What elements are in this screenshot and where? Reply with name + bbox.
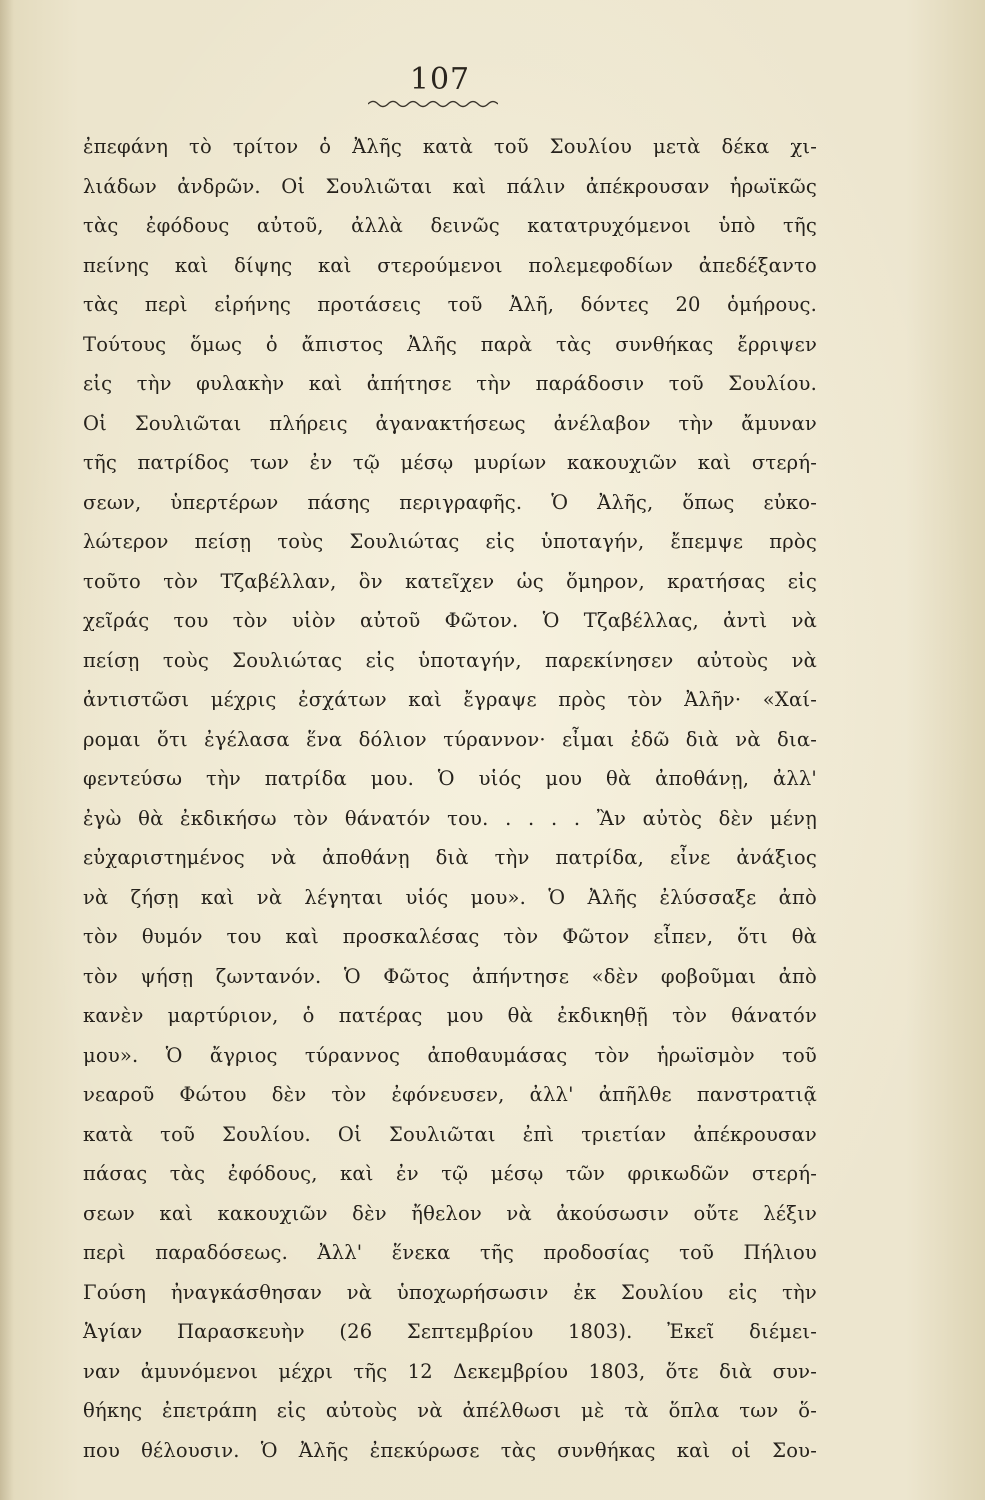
text-line: νεαροῦ Φώτου δὲν τὸν ἐφόνευσεν, ἀλλ' ἀπῆλθε πανστρατιᾷ [83,1083,817,1106]
text-line: Ἁγίαν Παρασκευὴν (26 Σεπτεμβρίου 1803). Ἐκεῖ διέμει- [83,1320,817,1343]
text-line: ναν ἀμυνόμενοι μέχρι τῆς 12 Δεκεμβρίου 1803, ὅτε διὰ συν- [83,1359,817,1383]
text-line: πείνης καὶ δίψης καὶ στερούμενοι πολεμεφοδίων ἀπεδέξαντο [83,253,817,277]
text-line: φεντεύσω τὴν πατρίδα μου. Ὁ υἱός μου θὰ ἀποθάνῃ, ἀλλ' [83,767,817,790]
page-number: 107 [409,62,471,97]
text-line: τὰς ἐφόδους αὐτοῦ, ἀλλὰ δεινῶς κατατρυχόμενοι ὑπὸ τῆς [83,214,817,237]
text-line: που θέλουσιν. Ὁ Ἀλῆς ἐπεκύρωσε τὰς συνθήκας καὶ οἱ Σου- [83,1438,817,1462]
text-line: χεῖράς του τὸν υἱὸν αὐτοῦ Φῶτον. Ὁ Τζαβέλλας, ἀντὶ νὰ [83,609,817,632]
text-line: ἐγὼ θὰ ἐκδικήσω τὸν θάνατόν του. . . . . Ἂν αὐτὸς δὲν μένῃ [83,806,817,830]
text-line: μου». Ὁ ἄγριος τύραννος ἀποθαυμάσας τὸν ἡρωϊσμὸν τοῦ [83,1043,817,1067]
text-line: πάσας τὰς ἐφόδους, καὶ ἐν τῷ μέσῳ τῶν φρικωδῶν στερή- [83,1162,817,1185]
text-line: Τούτους ὅμως ὁ ἄπιστος Ἀλῆς παρὰ τὰς συνθήκας ἔρριψεν [83,332,817,356]
text-line: πείσῃ τοὺς Σουλιώτας εἰς ὑποταγήν, παρεκίνησεν αὐτοὺς νὰ [83,648,817,672]
text-line: σεων, ὑπερτέρων πάσης περιγραφῆς. Ὁ Ἀλῆς, ὅπως εὐκο- [83,490,817,514]
text-line: κατὰ τοῦ Σουλίου. Οἱ Σουλιῶται ἐπὶ τριετίαν ἀπέκρουσαν [83,1122,817,1146]
body-text [83,127,817,1470]
text-line: τοῦτο τὸν Τζαβέλλαν, ὃν κατεῖχεν ὡς ὅμηρον, κρατήσας εἰς [83,569,817,593]
text-line: Οἱ Σουλιῶται πλήρεις ἀγανακτήσεως ἀνέλαβον τὴν ἄμυναν [83,411,817,435]
text-line: εἰς τὴν φυλακὴν καὶ ἀπήτησε τὴν παράδοσιν τοῦ Σουλίου. [83,372,817,395]
text-line: σεων καὶ κακουχιῶν δὲν ἤθελον νὰ ἀκούσωσιν οὔτε λέξιν [83,1201,817,1225]
text-line: τὰς περὶ εἰρήνης προτάσεις τοῦ Ἀλῆ, δόντες 20 ὁμήρους. [83,293,817,316]
text-line: ἐπεφάνη τὸ τρίτον ὁ Ἀλῆς κατὰ τοῦ Σουλίου μετὰ δέκα χι- [83,135,817,158]
text-line: κανὲν μαρτύριον, ὁ πατέρας μου θὰ ἐκδικηθῇ τὸν θάνατόν [83,1004,817,1027]
text-line: περὶ παραδόσεως. Ἀλλ' ἕνεκα τῆς προδοσίας τοῦ Πήλιου [83,1241,817,1264]
text-line: ἀντιστῶσι μέχρις ἐσχάτων καὶ ἔγραψε πρὸς τὸν Ἀλῆν· «Χαί- [83,688,817,711]
spine-shadow [0,0,14,1500]
text-line: θήκης ἐπετράπη εἰς αὐτοὺς νὰ ἀπέλθωσι μὲ τὰ ὅπλα των ὅ- [83,1399,817,1422]
text-line: τὸν ψήσῃ ζωντανόν. Ὁ Φῶτος ἀπήντησε «δὲν φοβοῦμαι ἀπὸ [83,964,817,988]
text-line: τῆς πατρίδος των ἐν τῷ μέσῳ μυρίων κακουχιῶν καὶ στερή- [83,451,817,474]
text-line: ρομαι ὅτι ἐγέλασα ἕνα δόλιον τύραννον· εἶμαι ἐδῶ διὰ νὰ δια- [83,727,817,751]
wavy-rule-ornament [368,100,498,112]
text-line: λώτερον πείσῃ τοὺς Σουλιώτας εἰς ὑποταγήν, ἔπεμψε πρὸς [83,530,817,553]
text-line: νὰ ζήσῃ καὶ νὰ λέγηται υἱός μου». Ὁ Ἀλῆς ἐλύσσαξε ἀπὸ [83,885,817,909]
text-line: Γούση ἠναγκάσθησαν νὰ ὑποχωρήσωσιν ἐκ Σουλίου εἰς τὴν [83,1280,817,1304]
text-line: εὐχαριστημένος νὰ ἀποθάνῃ διὰ τὴν πατρίδα, εἶνε ἀνάξιος [83,846,817,869]
text-line: λιάδων ἀνδρῶν. Οἱ Σουλιῶται καὶ πάλιν ἀπέκρουσαν ἡρωϊκῶς [83,174,817,198]
text-line: τὸν θυμόν του καὶ προσκαλέσας τὸν Φῶτον εἶπεν, ὅτι θὰ [83,925,817,948]
